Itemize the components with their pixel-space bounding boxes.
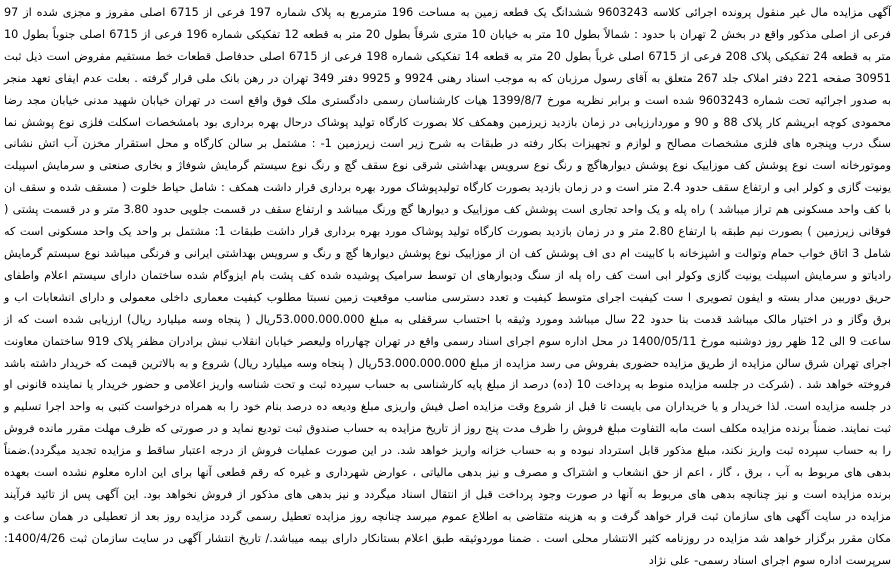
auction-notice [4,2,892,567]
notice-body-text: آگهی مزایده مال غیر منقول پرونده اجرائی کلاسه 9603243 ششدانگ یک قطعه زمین به مساحت 196 مترمربع به پلاک شماره 197 فرعی از 6715 اصلی مفروز و مجزی شده از 97 فرعی از اصلی مذکور واقع در بخش 2 تهران با حدود : شمالاً بطول 10 متر به خیابان 10 متری شرقاً بطول 20 متر به قطعه 12 تفکیکی شماره 196 فرعی از 6715 اصلی جنوباً بطول 10 متر به قطعه 24 تفکیکی پلاک 208 فرعی از 6715 اصلی غرباً بطول 20 متر به قطعه 14 تفکیکی شماره 198 فرعی از 6715 اصلی حدفاصل قطعات خط مستقیم مفروض است ذیل ثبت 30951 صفحه 221 دفتر املاک جلد 267 متعلق به آقای رسول مرزبان که به موجب اسناد رهنی 9924 و 9925 دفتر 349 تهران در رهن بانک ملی قرار گرفته . بعلت عدم ایفای تعهد منجر به صدور اجرائیه تحت شماره 9603243 شده است و برابر نظریه مورخ 1399/8/7 هیات کارشناسان رسمی دادگستری ملک فوق واقع است در تهران خیابان شهید مدنی خیابان مجد رضا محمودی کوچه ابریشم کار پلاک 88 و 90 و موردارزیابی در زمان بازدید زیرزمین وهمکف کلا بصورت کارگاه تولید پوشاک درحال بهره برداری بود بامشخصات اسکلت فلزی نوع پوشش نما سنگ درب وپنجره های فلزی مشخصات مصالح و لوازم و تجهیزات بکار رفته در طبقات به شرح زیر است زیرزمین 1- : مشتمل بر سالن کارگاه و محل استقرار مخزن آب اتش نشانی وموتورخانه است نوع پوشش کف موزاییک نوع پوشش دیوارهاگچ و رنگ نوع سرویس بهداشتی شرقی نوع سقف گچ و رنگ نوع سیستم گرمایش شوفاژ و بخاری صنعتی و سرمایش اسپیلت یونیت گازی و کولر ابی و ارتفاع سقف حدود 2.4 متر است و در زمان بازدید بصورت کارگاه تولیدپوشاک مورد بهره برداری قرار داشت همکف : شامل حیاط خلوت ( مسقف شده و سقف ان با کف واحد مسکونی هم تراز میباشد ) راه پله و یک واحد تجاری است پوشش کف موزاییک و دیوارها گچ ورنگ میباشد و ارتفاع سقف در قسمت جلویی حدود 3.80 متر و در قسمت پشتی ( فوقانی زیرزمین ) بصورت نیم طبقه با ارتفاع 2.80 متر و در زمان بازدید بصورت کارگاه تولید پوشاک مورد بهره برداری قرار داشت طبقات 1: مشتمل بر واحد یک واحد مسکونی است که شامل 3 اتاق خواب حمام وتوالت و اشپزخانه با کابینت ام دی اف پوشش کف ان از موزاییک نوع پوشش دیوارها گچ و رنگ و سرویس بهداشتی ایرانی و فرنگی میباشد نوع سیستم گرمایش رادیاتو و سرمایش اسپیلت یونیت گازی وکولر ابی است کف راه پله از سنگ ودیوارهای ان توسط سرامیک پوشیده شده کف پشت بام ایزوگام شده ساختمان دارای سیستم اعلام واطفای حریق دوربین مدار بسته و ایفون تصویری ا ست کیفیت اجرای متوسط کیفیت و تعدد دسترسی مناسب موقعیت زمین نسبتا مطلوب کیفیت معماری داخلی معمولی و دارای انشعابات اب و برق وگاز و در اختیار مالک میباشد قدمت بنا حدود 22 سال میباشد ومورد وثیقه با احتساب سرقفلی به مبلغ 53.000.000.000ریال ( پنجاه وسه میلیارد ریال) ارزیابی شده است که از ساعت 9 الی 12 ظهر روز دوشنبه مورخ 1400/05/11 در محل اداره سوم اجرای اسناد رسمی واقع در تهران چهارراه ولیعصر خیابان انقلاب نبش برادران مظفر پلاک 919 ساختمان معاونت اجرای تهران شرق سالن مزایده از طریق مزایده حضوری بفروش می رسد مزایده از مبلغ 53.000.000.000ریال ( پنجاه وسه میلیارد ریال) شروع و به بالاترین قیمت که خریدار داشته باشد فروخته خواهد شد . (شرکت در جلسه مزایده منوط به پرداخت 10 (ده) درصد از مبلغ پایه کارشناسی به حساب سپرده ثبت و تحت شناسه واریز اعلامی و حضور خریدار یا نماینده قانونی او در جلسه مزایده است. لذا خریدار و یا خریداران می بایست تا قبل از شروع وقت مزایده اصل فیش واریزی مبلغ ودیعه ده درصد بنام خود را به همراه درخواست کتبی به واحد اجرا تسلیم و ثبت نمایند. ضمناً برنده مزایده مکلف است مابه التفاوت مبلغ فروش را ظرف مدت پنج روز از تاریخ مزایده به حساب صندوق ثبت تودیع نماید و در صورتی که ظرف مهلت مقرر مانده فروش را به حساب سپرده ثبت واریز نکند، مبلغ مذکور قابل استرداد نبوده و به حساب خزانه واریز خواهد شد. در این صورت عملیات فروش از درجه اعتبار ساقط و مزایده تجدید میگردد).ضمناً بدهی های مربوط به آب ، برق ، گاز ، اعم از حق انشعاب و اشتراک و مصرف و نیز بدهی مالیاتی ، عوارض شهرداری و غیره که رقم قطعی آنها برای این اداره معلوم نشده است بعهده برنده مزایده است و نیز چنانچه بدهی های مربوط به آنها در صورت وجود پرداخت قبل از انتقال اسناد میگردد و نیز بدهی های مذکور از فروش نخواهد بود. این آگهی پس از تائید فرآیند مزایده در سایت آگهی های سازمان ثبت قرار خواهد گرفت و به هزینه متقاضی به اطلاع عموم میرسد چنانچه روز مزایده تعطیل رسمی گردد مزایده روز بعد از تعطیلی در همان ساعت و مکان مقرر برگزار خواهد شد مزایده در روزنامه کثیر الانتشار محلی است . ضمنا موردوثیقه طبق اعلام بستانکار دارای بیمه میباشد./ تاریخ انتشار آگهی در سایت سازمان ثبت 1400/4/26: سرپرست اداره سوم اجرای اسناد رسمی- علی نژاد [4,6,892,567]
